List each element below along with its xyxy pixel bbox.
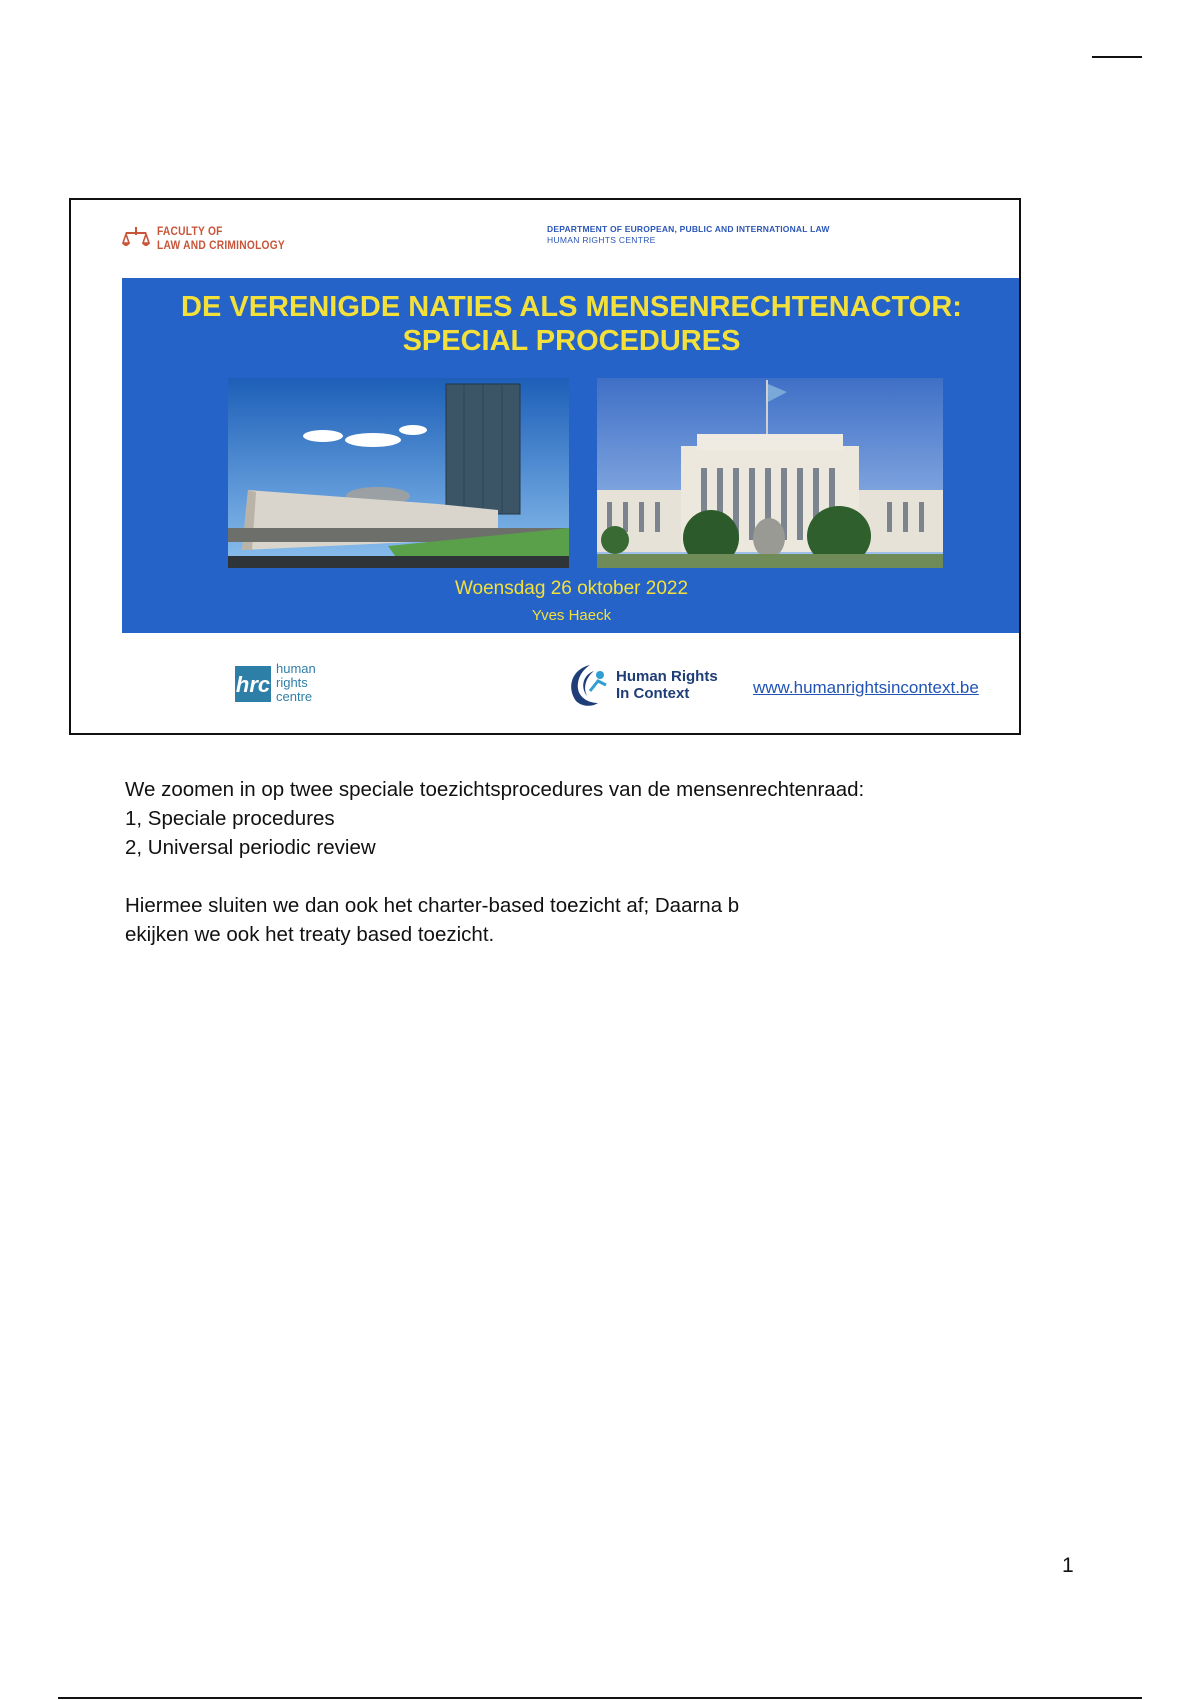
hrc-line3: centre <box>276 689 313 704</box>
slide-author: Yves Haeck <box>531 607 612 624</box>
page-number: 1 <box>1062 1554 1074 1577</box>
hrc-line2: rights <box>276 675 308 690</box>
human-rights-in-context-logo <box>564 661 718 709</box>
hric-swirl-icon <box>564 661 610 709</box>
notes-line: We zoomen in op twee speciale toezichtsprocedures van de mensenrechtenraad: <box>125 778 865 801</box>
human-rights-centre-logo <box>233 662 316 704</box>
notes-line: ekijken we ook het treaty based toezicht. <box>125 923 495 946</box>
faculty-line2: LAW AND CRIMINOLOGY <box>157 238 286 252</box>
hrc-mark-icon <box>233 662 273 704</box>
slide-thumbnail <box>69 198 1021 735</box>
slide-title-line2: SPECIAL PROCEDURES <box>402 325 741 357</box>
faculty-logo <box>121 224 308 252</box>
notes-line: Hiermee sluiten we dan ook het charter-based toezicht af; Daarna b <box>125 894 740 917</box>
palais-des-nations-photo <box>597 378 943 568</box>
centre-name: HUMAN RIGHTS CENTRE <box>547 235 656 245</box>
un-headquarters-photo <box>228 378 569 568</box>
header-rule <box>1092 56 1142 58</box>
notes-line: 1, Speciale procedures <box>125 807 335 830</box>
website-link[interactable]: www.humanrightsincontext.be <box>753 678 979 697</box>
slide-title-line1: DE VERENIGDE NATIES ALS MENSENRECHTENACTOR: <box>181 291 962 323</box>
department-name: DEPARTMENT OF EUROPEAN, PUBLIC AND INTERNATIONAL LAW <box>547 224 830 234</box>
hric-line2: In Context <box>616 685 690 702</box>
footer-rule <box>58 1697 1142 1699</box>
department-header <box>547 224 830 246</box>
scales-icon <box>121 225 151 251</box>
speaker-notes <box>125 775 1005 949</box>
title-banner <box>122 278 1021 633</box>
hric-line1: Human Rights <box>616 668 718 685</box>
notes-spacer <box>125 862 1005 891</box>
faculty-line1: FACULTY OF <box>157 224 223 238</box>
notes-line: 2, Universal periodic review <box>125 836 376 859</box>
svg-text:hrc: hrc <box>235 672 271 697</box>
hrc-line1: human <box>276 661 316 676</box>
slide-date: Woensdag 26 oktober 2022 <box>454 578 689 599</box>
